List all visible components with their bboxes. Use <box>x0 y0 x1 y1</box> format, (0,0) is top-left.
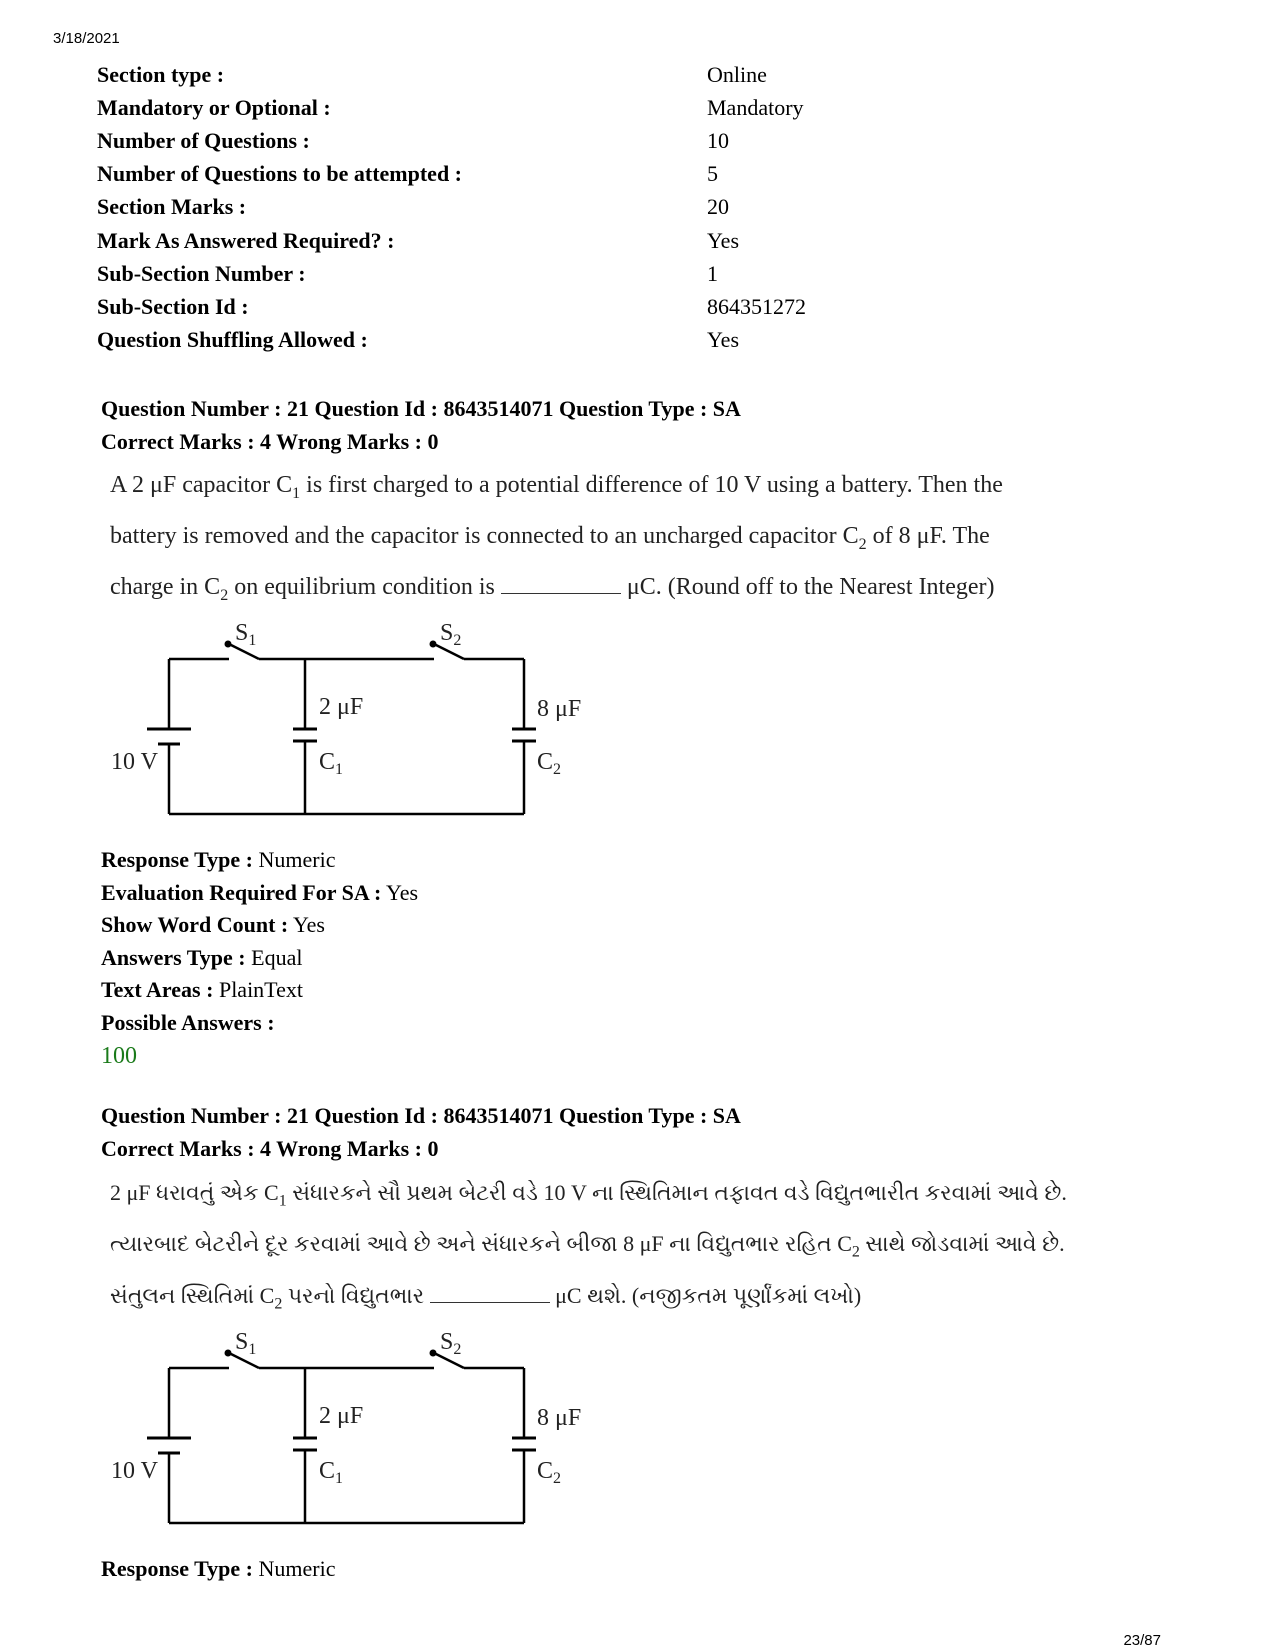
response-info <box>101 844 1181 1073</box>
c1-name-label: $C_1$ <box>319 749 344 779</box>
c2-value-label: 8 μF <box>537 1405 582 1432</box>
meta-value: Yes <box>707 327 740 353</box>
response-key: Response Type : <box>101 1556 253 1582</box>
meta-row <box>97 224 857 257</box>
meta-row <box>97 124 857 157</box>
meta-key: Section type : <box>97 61 225 87</box>
meta-key: Section Marks : <box>97 194 247 220</box>
response-row <box>101 1007 1181 1040</box>
meta-row <box>97 158 857 191</box>
response-key: Response Type : <box>101 847 253 873</box>
battery-label: 10 V <box>111 749 158 776</box>
switch-pivot <box>225 1350 232 1357</box>
c1-name-label: $C_1$ <box>319 1458 344 1488</box>
meta-value: Online <box>707 61 767 87</box>
subscript: 2 <box>858 535 867 553</box>
c2-name-label: $C_2$ <box>537 749 562 779</box>
meta-value: Yes <box>707 227 740 253</box>
response-key: Answers Type : <box>101 944 246 970</box>
response-info <box>101 1553 1181 1586</box>
response-value: PlainText <box>213 977 303 1003</box>
question-english <box>101 392 1181 1073</box>
question-text-line <box>110 515 1181 566</box>
meta-value: 864351272 <box>707 293 806 319</box>
print-date: 3/18/2021 <box>53 30 120 47</box>
response-key: Evaluation Required For SA : <box>101 879 382 905</box>
question-text-line <box>110 1274 1181 1325</box>
question-text-line <box>110 1171 1181 1222</box>
capacitor-c1-symbol <box>293 729 317 741</box>
question-gujarati <box>101 1099 1181 1586</box>
response-row <box>101 877 1181 910</box>
text-run: સાથે જોડવામાં આવે છે. <box>859 1231 1065 1257</box>
meta-row <box>97 290 857 323</box>
meta-key: Mandatory or Optional : <box>97 94 331 120</box>
c1-value-label: 2 μF <box>319 694 364 721</box>
response-value: Numeric <box>252 847 336 873</box>
c2-value-label: 8 μF <box>537 696 582 723</box>
circuit-diagram <box>109 624 629 834</box>
meta-value: 20 <box>707 194 729 220</box>
subscript: 1 <box>278 1192 287 1210</box>
switch-pivot <box>225 641 232 648</box>
capacitor-c2-symbol <box>512 729 536 741</box>
response-key: Show Word Count : <box>101 912 289 938</box>
section-metadata <box>97 58 857 357</box>
meta-row <box>97 91 857 124</box>
question-header: Question Number : 21 Question Id : 8643514071 Question Type : SA <box>101 1103 741 1128</box>
text-run: A 2 μF capacitor C <box>110 472 293 498</box>
text-run: પરનો વિદ્યુતભાર <box>282 1282 430 1308</box>
meta-key: Question Shuffling Allowed : <box>97 327 368 353</box>
text-run: of 8 μF. The <box>866 522 990 549</box>
switch-s1-label: $S_1$ <box>235 624 257 650</box>
question-text-line <box>110 464 1181 515</box>
question-header: Question Number : 21 Question Id : 8643514071 Question Type : SA <box>101 396 741 421</box>
capacitor-c2-symbol <box>512 1438 536 1450</box>
battery-label: 10 V <box>111 1458 158 1485</box>
response-key: Possible Answers : <box>101 1009 275 1035</box>
response-row <box>101 844 1181 877</box>
subscript: 2 <box>851 1243 860 1261</box>
text-run: charge in C <box>110 573 221 600</box>
text-run: ત્યારબાદ બેટરીને દૂર કરવામાં આવે છે અને સંધારકને બીજા 8 μF ના વિદ્યુતભાર રહિત C <box>110 1231 852 1257</box>
response-value: Equal <box>245 944 303 970</box>
answer-blank <box>430 1301 550 1303</box>
page-number: 23/87 <box>1123 1632 1161 1649</box>
capacitor-c1-symbol <box>293 1438 317 1450</box>
meta-key: Number of Questions : <box>97 127 310 153</box>
meta-value: 10 <box>707 127 729 153</box>
text-run: μC થશે. (નજીકતમ પૂર્ણાંકમાં લખો) <box>549 1282 862 1308</box>
switch-pivot <box>430 641 437 648</box>
meta-key: Mark As Answered Required? : <box>97 227 395 253</box>
question-marks: Correct Marks : 4 Wrong Marks : 0 <box>101 1136 439 1161</box>
subscript: 2 <box>274 1295 283 1313</box>
battery-symbol <box>147 729 191 744</box>
c2-name-label: $C_2$ <box>537 1458 562 1488</box>
response-value: Yes <box>288 912 325 938</box>
subscript: 1 <box>292 484 301 502</box>
question-marks: Correct Marks : 4 Wrong Marks : 0 <box>101 429 439 454</box>
meta-key: Number of Questions to be attempted : <box>97 161 463 187</box>
meta-value: 1 <box>707 260 718 286</box>
meta-row <box>97 58 857 91</box>
text-run: μC. (Round off to the Nearest Integer) <box>620 573 995 600</box>
possible-answer: 100 <box>101 1043 137 1070</box>
response-row <box>101 1553 1181 1586</box>
meta-key: Sub-Section Number : <box>97 260 306 286</box>
meta-row <box>97 257 857 290</box>
switch-s2-label: $S_2$ <box>440 1333 462 1359</box>
circuit-diagram <box>109 1333 629 1543</box>
text-run: સંતુલન સ્થિતિમાં C <box>110 1282 275 1308</box>
meta-row <box>97 324 857 357</box>
subscript: 2 <box>220 586 229 604</box>
response-key: Text Areas : <box>101 977 214 1003</box>
response-row <box>101 909 1181 942</box>
question-text <box>110 464 1181 616</box>
battery-symbol <box>147 1438 191 1453</box>
switch-pivot <box>430 1350 437 1357</box>
response-value: Yes <box>381 879 419 905</box>
switch-s2-label: $S_2$ <box>440 624 462 650</box>
text-run: સંધારકને સૌ પ્રથમ બેટરી વડે 10 V ના સ્થિતિમાન તફાવત વડે વિદ્યુતભારીત કરવામાં આવે છે. <box>286 1180 1067 1205</box>
question-text <box>110 1171 1181 1325</box>
meta-value: Mandatory <box>707 94 804 120</box>
meta-value: 5 <box>707 161 718 187</box>
meta-row <box>97 191 857 224</box>
response-value: Numeric <box>252 1556 336 1582</box>
text-run: 2 μF ધરાવતું એક C <box>110 1180 279 1205</box>
response-row <box>101 974 1181 1007</box>
meta-key: Sub-Section Id : <box>97 293 249 319</box>
question-text-line <box>110 566 1181 617</box>
question-text-line <box>110 1222 1181 1273</box>
text-run: on equilibrium condition is <box>228 573 501 600</box>
c1-value-label: 2 μF <box>319 1403 364 1430</box>
switch-s1-label: $S_1$ <box>235 1333 257 1359</box>
text-run: battery is removed and the capacitor is connected to an uncharged capacitor C <box>110 522 859 549</box>
answer-blank <box>501 592 621 594</box>
text-run: is first charged to a potential difference of 10 V using a battery. Then the <box>300 472 1003 498</box>
response-row <box>101 942 1181 975</box>
